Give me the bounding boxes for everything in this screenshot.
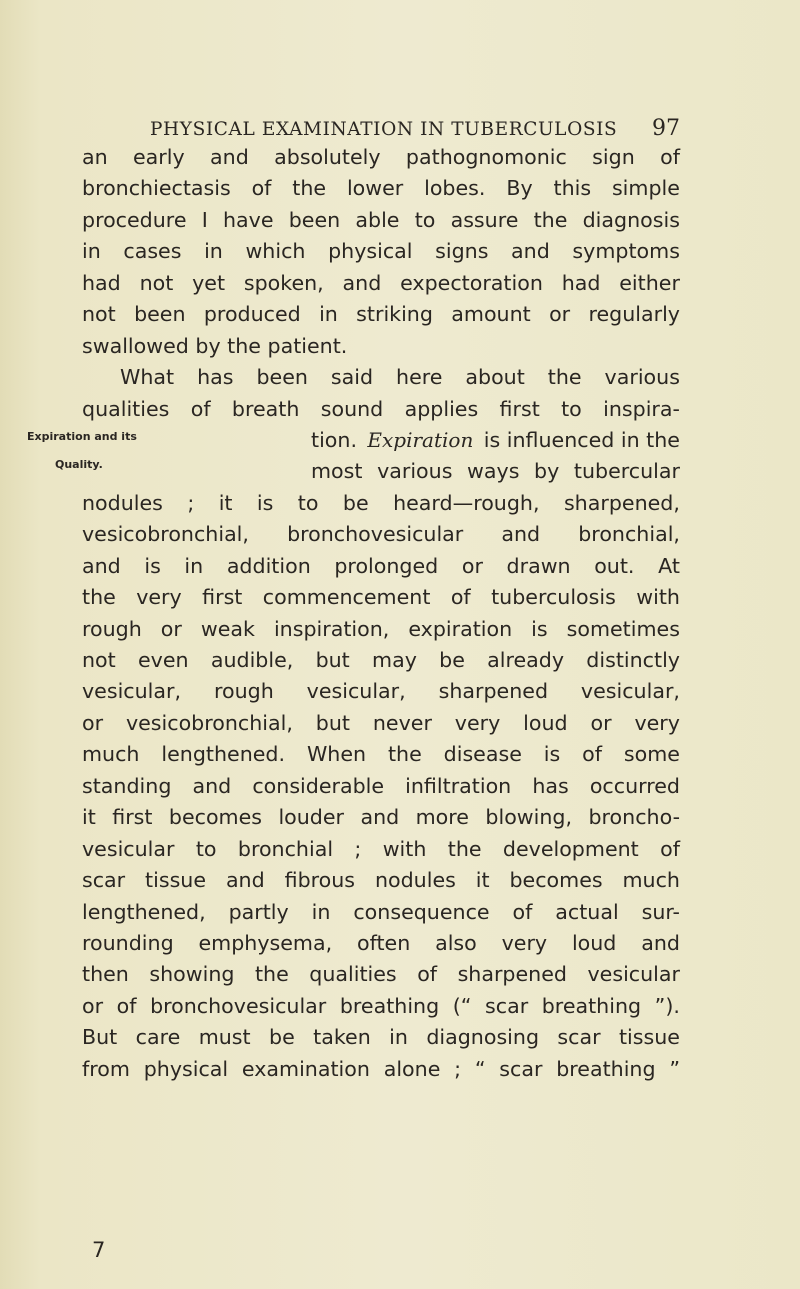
word: At bbox=[658, 553, 680, 578]
word: scar bbox=[557, 1025, 601, 1050]
text-line bbox=[82, 1022, 680, 1053]
word: vesicular, bbox=[82, 679, 182, 704]
word: striking bbox=[356, 302, 433, 327]
word: some bbox=[623, 742, 680, 767]
word: ” bbox=[669, 1056, 680, 1081]
word: loud bbox=[523, 710, 568, 735]
word: the bbox=[547, 365, 582, 390]
word: disease bbox=[443, 742, 522, 767]
word: and bbox=[342, 270, 382, 295]
word: much bbox=[82, 742, 140, 767]
text-line bbox=[82, 551, 680, 582]
word: (“ bbox=[452, 993, 472, 1018]
running-title: PHYSICAL EXAMINATION IN TUBERCULOSIS bbox=[150, 119, 618, 140]
text-line bbox=[82, 299, 680, 330]
text-line bbox=[82, 142, 680, 173]
word: vesicobronchial, bbox=[125, 710, 293, 735]
word: standing bbox=[82, 773, 172, 798]
word: able bbox=[355, 207, 400, 232]
word: symptoms bbox=[572, 239, 680, 264]
text-line bbox=[82, 771, 680, 802]
word: the bbox=[533, 207, 568, 232]
word: various bbox=[604, 365, 680, 390]
word: tubercular bbox=[573, 459, 680, 484]
word: audible, bbox=[210, 648, 294, 672]
word: and bbox=[210, 145, 249, 169]
word: of bbox=[251, 176, 272, 201]
word: is bbox=[144, 553, 161, 578]
word: been bbox=[134, 302, 186, 327]
word: in bbox=[319, 302, 338, 327]
word: may bbox=[372, 648, 417, 672]
word: the bbox=[254, 962, 289, 987]
word: physical bbox=[143, 1056, 229, 1081]
word: and bbox=[360, 805, 400, 830]
word: care bbox=[135, 1025, 181, 1050]
text-line bbox=[82, 268, 680, 299]
running-header bbox=[150, 116, 680, 141]
word: of bbox=[660, 145, 680, 169]
word: rounding bbox=[82, 930, 174, 955]
word: is bbox=[256, 490, 274, 515]
word: breathing bbox=[339, 993, 440, 1018]
word: bronchovesicular bbox=[150, 993, 327, 1018]
word: development bbox=[502, 836, 639, 861]
word: first bbox=[202, 585, 243, 610]
word: emphysema, bbox=[198, 930, 333, 955]
word: inspiration, bbox=[273, 616, 390, 641]
word: amount bbox=[451, 302, 531, 327]
word: then bbox=[82, 962, 129, 987]
word: ”). bbox=[654, 993, 680, 1018]
text-line bbox=[82, 708, 680, 739]
word: examination bbox=[241, 1056, 370, 1081]
word: expiration bbox=[408, 616, 513, 641]
text-line bbox=[82, 394, 680, 425]
word: showing bbox=[149, 962, 235, 987]
word: rough bbox=[213, 679, 274, 704]
word: of bbox=[512, 899, 533, 924]
word: in bbox=[184, 553, 204, 578]
word: fibrous bbox=[284, 868, 356, 893]
word: tissue bbox=[145, 868, 207, 893]
word: sharpened, bbox=[563, 490, 680, 515]
word: more bbox=[415, 805, 469, 830]
word: ; bbox=[187, 490, 195, 515]
word: in bbox=[389, 1025, 408, 1050]
word: becomes bbox=[168, 805, 263, 830]
word: and bbox=[501, 522, 541, 547]
word: nodules bbox=[82, 490, 163, 515]
page-number: 97 bbox=[652, 116, 680, 141]
text-segment: is influenced in the bbox=[483, 427, 680, 452]
text-line bbox=[82, 488, 680, 519]
word: cases bbox=[123, 239, 182, 264]
text-line bbox=[82, 519, 680, 550]
word: breathing bbox=[556, 1056, 656, 1081]
text-line bbox=[82, 173, 680, 204]
text-line bbox=[82, 1054, 680, 1085]
word: but bbox=[315, 648, 350, 672]
word: have bbox=[222, 207, 274, 232]
word: the bbox=[292, 176, 327, 201]
word: of bbox=[660, 836, 680, 861]
word: considerable bbox=[252, 773, 385, 798]
word: or bbox=[549, 302, 571, 327]
word: alone bbox=[383, 1056, 441, 1081]
body-text bbox=[82, 142, 680, 1085]
word: absolutely bbox=[274, 145, 381, 169]
word: sharpened bbox=[457, 962, 567, 987]
word: ways bbox=[467, 459, 520, 484]
word: expectoration bbox=[400, 270, 543, 295]
word: had bbox=[561, 270, 601, 295]
word: diagnosing bbox=[426, 1025, 540, 1050]
word: nodules bbox=[374, 868, 456, 893]
word: be bbox=[439, 648, 465, 672]
word: weak bbox=[200, 616, 255, 641]
word: signs bbox=[435, 239, 489, 264]
word: or bbox=[82, 993, 104, 1018]
word: vesicular bbox=[587, 962, 680, 987]
margin-note-line-2: Quality. bbox=[55, 458, 103, 471]
text-line bbox=[82, 456, 680, 487]
word: vesicular bbox=[82, 836, 175, 861]
word: here bbox=[396, 365, 443, 390]
word: inspira- bbox=[603, 396, 680, 421]
word: lower bbox=[346, 176, 404, 201]
word: with bbox=[636, 585, 680, 610]
word: also bbox=[435, 930, 477, 955]
word: the bbox=[447, 836, 482, 861]
word: it bbox=[218, 490, 233, 515]
word: but bbox=[315, 710, 350, 735]
word: must bbox=[198, 1025, 251, 1050]
text-line bbox=[82, 645, 680, 676]
word: spoken, bbox=[243, 270, 324, 295]
word: sharpened bbox=[438, 679, 549, 704]
word: vesicular, bbox=[580, 679, 680, 704]
word: tissue bbox=[618, 1025, 680, 1050]
word: very bbox=[136, 585, 182, 610]
word: yet bbox=[192, 270, 226, 295]
word: tuberculosis bbox=[491, 585, 616, 610]
word: to bbox=[297, 490, 319, 515]
word: breathing bbox=[541, 993, 642, 1018]
text-line bbox=[82, 614, 680, 645]
word: out. bbox=[594, 553, 635, 578]
word: and bbox=[225, 868, 265, 893]
word: vesicular, bbox=[306, 679, 406, 704]
word: much bbox=[622, 868, 680, 893]
text-line bbox=[82, 739, 680, 770]
word: simple bbox=[611, 176, 680, 201]
word: sign bbox=[592, 145, 635, 169]
text-line bbox=[82, 236, 680, 267]
word: not bbox=[82, 302, 116, 327]
word: often bbox=[356, 930, 411, 955]
word: qualities bbox=[82, 396, 170, 421]
word: to bbox=[414, 207, 436, 232]
margin-note-line-1: Expiration and its bbox=[27, 430, 137, 443]
text-line bbox=[82, 582, 680, 613]
word: of bbox=[417, 962, 438, 987]
word: lengthened. bbox=[161, 742, 286, 767]
word: and bbox=[82, 553, 121, 578]
word: in bbox=[204, 239, 223, 264]
word: to bbox=[561, 396, 582, 421]
word: first bbox=[112, 805, 153, 830]
word: be bbox=[342, 490, 369, 515]
word: and bbox=[192, 773, 232, 798]
word: ; bbox=[354, 836, 362, 861]
word: I bbox=[201, 207, 208, 232]
word: or bbox=[590, 710, 612, 735]
word: in bbox=[82, 239, 101, 264]
word: very bbox=[501, 930, 548, 955]
word: by bbox=[534, 459, 560, 484]
word: never bbox=[372, 710, 432, 735]
word: ; bbox=[454, 1056, 462, 1081]
word: of bbox=[582, 742, 602, 767]
word: diagnosis bbox=[582, 207, 680, 232]
word: sur- bbox=[641, 899, 680, 924]
word: commencement bbox=[262, 585, 431, 610]
word: either bbox=[619, 270, 680, 295]
word: heard—rough, bbox=[393, 490, 540, 515]
word: By bbox=[506, 176, 533, 201]
word: drawn bbox=[506, 553, 571, 578]
word: When bbox=[306, 742, 367, 767]
word: which bbox=[245, 239, 306, 264]
word: addition bbox=[226, 553, 311, 578]
word: infiltration bbox=[405, 773, 512, 798]
word: But bbox=[82, 1025, 118, 1050]
word: regularly bbox=[588, 302, 680, 327]
word: applies bbox=[404, 396, 479, 421]
word: even bbox=[137, 648, 189, 672]
word: broncho- bbox=[588, 805, 680, 830]
word: actual bbox=[555, 899, 619, 924]
word: taken bbox=[313, 1025, 371, 1050]
word: sometimes bbox=[566, 616, 680, 641]
word: partly bbox=[228, 899, 289, 924]
word: or bbox=[160, 616, 182, 641]
word: pathognomonic bbox=[405, 145, 567, 169]
word: is bbox=[531, 616, 548, 641]
word: of bbox=[450, 585, 471, 610]
word: not bbox=[139, 270, 174, 295]
word: loud bbox=[571, 930, 617, 955]
word: had bbox=[82, 270, 121, 295]
word: of bbox=[116, 993, 137, 1018]
word: and bbox=[511, 239, 550, 264]
word: various bbox=[377, 459, 453, 484]
word: or bbox=[461, 553, 483, 578]
word: or bbox=[82, 710, 104, 735]
word: bronchovesicular bbox=[287, 522, 464, 547]
word: scar bbox=[499, 1056, 543, 1081]
text-line bbox=[82, 959, 680, 990]
word: louder bbox=[278, 805, 345, 830]
word: scar bbox=[82, 868, 126, 893]
word: lobes. bbox=[424, 176, 486, 201]
text-line bbox=[82, 676, 680, 707]
signature-mark: 7 bbox=[92, 1238, 106, 1262]
text-line bbox=[82, 802, 680, 833]
word: physical bbox=[328, 239, 413, 264]
word: vesicobronchial, bbox=[82, 522, 249, 547]
text-line bbox=[82, 362, 680, 393]
word: about bbox=[465, 365, 525, 390]
word: it bbox=[82, 805, 96, 830]
text-line bbox=[82, 928, 680, 959]
word: not bbox=[82, 648, 116, 672]
word: from bbox=[82, 1056, 130, 1081]
word: very bbox=[634, 710, 680, 735]
word: bronchial, bbox=[578, 522, 680, 547]
word: be bbox=[269, 1025, 295, 1050]
word: with bbox=[382, 836, 427, 861]
word: bronchiectasis bbox=[82, 176, 231, 201]
word: to bbox=[195, 836, 217, 861]
word: consequence bbox=[353, 899, 490, 924]
text-line: swallowed by the patient. bbox=[82, 333, 348, 358]
word: the bbox=[82, 585, 116, 610]
word: said bbox=[330, 365, 374, 390]
word: What bbox=[120, 365, 175, 390]
word: produced bbox=[203, 302, 301, 327]
text-line bbox=[82, 897, 680, 928]
word: scar bbox=[485, 993, 529, 1018]
word: distinctly bbox=[586, 648, 680, 672]
word: qualities bbox=[309, 962, 397, 987]
text-line bbox=[82, 205, 680, 236]
word: it bbox=[475, 868, 490, 893]
text-line-with-italic bbox=[82, 425, 680, 456]
italic-term: Expiration bbox=[367, 427, 474, 452]
word: bronchial bbox=[237, 836, 334, 861]
word: an bbox=[82, 145, 108, 169]
word: blowing, bbox=[485, 805, 573, 830]
text-line bbox=[82, 991, 680, 1022]
word: early bbox=[133, 145, 185, 169]
word: in bbox=[311, 899, 331, 924]
word: has bbox=[532, 773, 569, 798]
text-segment: tion. bbox=[311, 427, 357, 452]
word: is bbox=[543, 742, 561, 767]
word: lengthened, bbox=[82, 899, 206, 924]
word: has bbox=[197, 365, 234, 390]
word: procedure bbox=[82, 207, 187, 232]
word: been bbox=[288, 207, 341, 232]
word: most bbox=[311, 459, 363, 484]
word: becomes bbox=[509, 868, 603, 893]
text-line bbox=[82, 834, 680, 865]
word: and bbox=[641, 930, 680, 955]
word: prolonged bbox=[334, 553, 439, 578]
word: very bbox=[454, 710, 501, 735]
word: sound bbox=[320, 396, 384, 421]
word: rough bbox=[82, 616, 142, 641]
word: been bbox=[256, 365, 308, 390]
word: already bbox=[487, 648, 565, 672]
word: “ bbox=[474, 1056, 486, 1081]
word: first bbox=[499, 396, 540, 421]
word: assure bbox=[450, 207, 519, 232]
word: occurred bbox=[589, 773, 680, 798]
text-line bbox=[82, 865, 680, 896]
word: of bbox=[190, 396, 211, 421]
word: this bbox=[553, 176, 592, 201]
word: breath bbox=[231, 396, 300, 421]
word: the bbox=[387, 742, 422, 767]
